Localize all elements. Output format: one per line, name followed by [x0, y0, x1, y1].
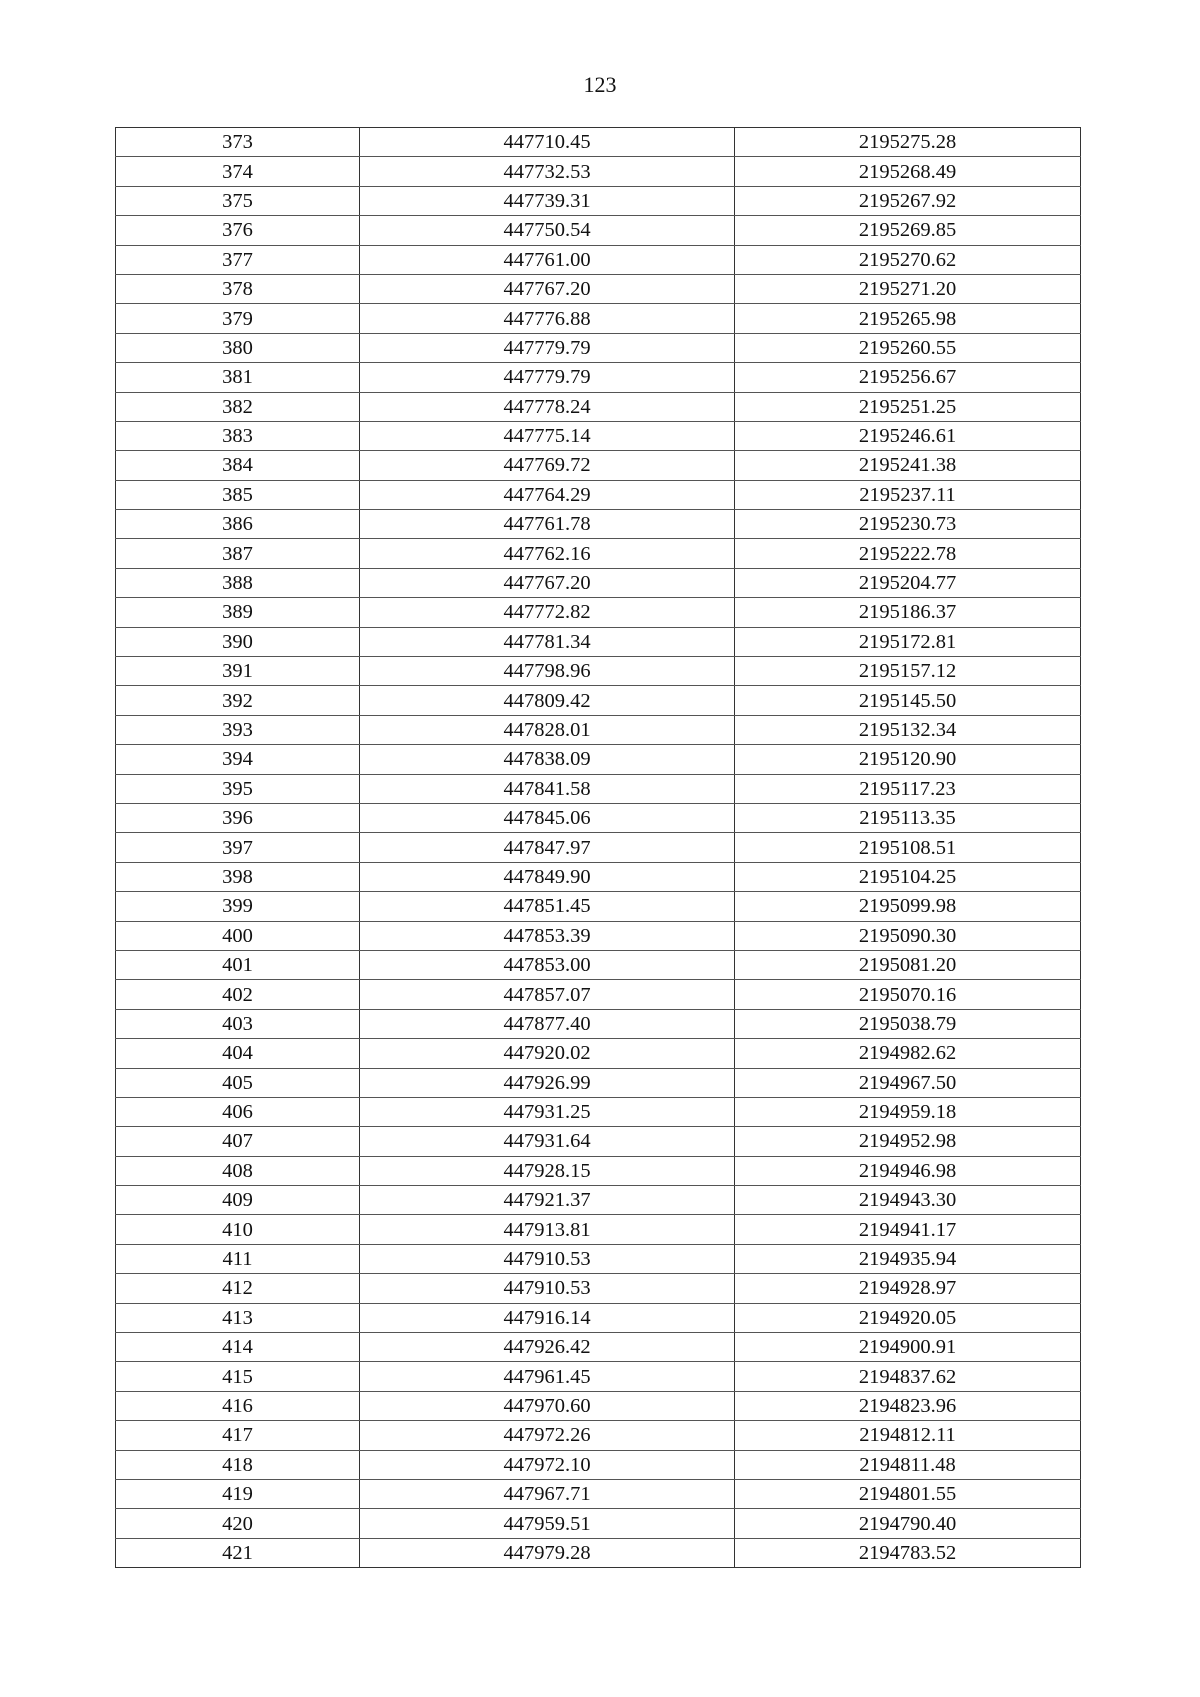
y-coordinate-cell: 2195113.35 — [735, 803, 1081, 832]
table-row — [116, 1509, 1081, 1538]
point-number-cell: 413 — [116, 1303, 360, 1332]
y-coordinate-cell: 2195241.38 — [735, 451, 1081, 480]
table-row — [116, 1421, 1081, 1450]
x-coordinate-cell: 447767.20 — [360, 274, 735, 303]
x-coordinate-cell: 447779.79 — [360, 363, 735, 392]
x-coordinate-cell: 447845.06 — [360, 803, 735, 832]
point-number-cell: 399 — [116, 892, 360, 921]
y-coordinate-cell: 2194941.17 — [735, 1215, 1081, 1244]
point-number-cell: 389 — [116, 598, 360, 627]
point-number-cell: 381 — [116, 363, 360, 392]
x-coordinate-cell: 447916.14 — [360, 1303, 735, 1332]
x-coordinate-cell: 447921.37 — [360, 1186, 735, 1215]
point-number-cell: 405 — [116, 1068, 360, 1097]
y-coordinate-cell: 2195230.73 — [735, 510, 1081, 539]
x-coordinate-cell: 447928.15 — [360, 1156, 735, 1185]
y-coordinate-cell: 2195157.12 — [735, 657, 1081, 686]
y-coordinate-cell: 2194801.55 — [735, 1479, 1081, 1508]
table-row — [116, 627, 1081, 656]
coordinates-table — [115, 127, 1081, 1568]
y-coordinate-cell: 2194946.98 — [735, 1156, 1081, 1185]
coordinates-table-body — [116, 128, 1081, 1568]
table-row — [116, 1009, 1081, 1038]
point-number-cell: 396 — [116, 803, 360, 832]
point-number-cell: 412 — [116, 1274, 360, 1303]
y-coordinate-cell: 2194790.40 — [735, 1509, 1081, 1538]
point-number-cell: 378 — [116, 274, 360, 303]
y-coordinate-cell: 2195260.55 — [735, 333, 1081, 362]
table-row — [116, 186, 1081, 215]
table-row — [116, 1450, 1081, 1479]
y-coordinate-cell: 2195145.50 — [735, 686, 1081, 715]
table-row — [116, 568, 1081, 597]
table-row — [116, 1538, 1081, 1567]
table-row — [116, 657, 1081, 686]
table-row — [116, 774, 1081, 803]
y-coordinate-cell: 2195267.92 — [735, 186, 1081, 215]
table-row — [116, 1362, 1081, 1391]
point-number-cell: 383 — [116, 421, 360, 450]
point-number-cell: 398 — [116, 862, 360, 891]
point-number-cell: 394 — [116, 745, 360, 774]
table-row — [116, 921, 1081, 950]
table-row — [116, 333, 1081, 362]
table-row — [116, 304, 1081, 333]
table-row — [116, 1479, 1081, 1508]
y-coordinate-cell: 2195081.20 — [735, 950, 1081, 979]
table-row — [116, 1127, 1081, 1156]
x-coordinate-cell: 447732.53 — [360, 157, 735, 186]
table-row — [116, 598, 1081, 627]
x-coordinate-cell: 447761.00 — [360, 245, 735, 274]
point-number-cell: 417 — [116, 1421, 360, 1450]
x-coordinate-cell: 447828.01 — [360, 715, 735, 744]
point-number-cell: 408 — [116, 1156, 360, 1185]
table-row — [116, 892, 1081, 921]
point-number-cell: 390 — [116, 627, 360, 656]
y-coordinate-cell: 2195038.79 — [735, 1009, 1081, 1038]
point-number-cell: 386 — [116, 510, 360, 539]
x-coordinate-cell: 447979.28 — [360, 1538, 735, 1567]
y-coordinate-cell: 2195090.30 — [735, 921, 1081, 950]
point-number-cell: 410 — [116, 1215, 360, 1244]
x-coordinate-cell: 447853.39 — [360, 921, 735, 950]
x-coordinate-cell: 447970.60 — [360, 1391, 735, 1420]
y-coordinate-cell: 2195265.98 — [735, 304, 1081, 333]
y-coordinate-cell: 2195099.98 — [735, 892, 1081, 921]
y-coordinate-cell: 2195172.81 — [735, 627, 1081, 656]
y-coordinate-cell: 2194823.96 — [735, 1391, 1081, 1420]
point-number-cell: 380 — [116, 333, 360, 362]
point-number-cell: 404 — [116, 1039, 360, 1068]
table-row — [116, 833, 1081, 862]
y-coordinate-cell: 2194982.62 — [735, 1039, 1081, 1068]
y-coordinate-cell: 2195246.61 — [735, 421, 1081, 450]
x-coordinate-cell: 447809.42 — [360, 686, 735, 715]
y-coordinate-cell: 2195186.37 — [735, 598, 1081, 627]
x-coordinate-cell: 447779.79 — [360, 333, 735, 362]
x-coordinate-cell: 447913.81 — [360, 1215, 735, 1244]
point-number-cell: 421 — [116, 1538, 360, 1567]
table-row — [116, 274, 1081, 303]
x-coordinate-cell: 447853.00 — [360, 950, 735, 979]
table-row — [116, 950, 1081, 979]
point-number-cell: 407 — [116, 1127, 360, 1156]
x-coordinate-cell: 447926.42 — [360, 1333, 735, 1362]
x-coordinate-cell: 447931.25 — [360, 1097, 735, 1126]
table-row — [116, 1039, 1081, 1068]
y-coordinate-cell: 2195120.90 — [735, 745, 1081, 774]
y-coordinate-cell: 2194783.52 — [735, 1538, 1081, 1567]
y-coordinate-cell: 2195256.67 — [735, 363, 1081, 392]
table-row — [116, 1303, 1081, 1332]
table-row — [116, 245, 1081, 274]
x-coordinate-cell: 447849.90 — [360, 862, 735, 891]
table-row — [116, 745, 1081, 774]
table-row — [116, 803, 1081, 832]
x-coordinate-cell: 447710.45 — [360, 128, 735, 157]
x-coordinate-cell: 447772.82 — [360, 598, 735, 627]
y-coordinate-cell: 2194811.48 — [735, 1450, 1081, 1479]
table-row — [116, 1274, 1081, 1303]
x-coordinate-cell: 447769.72 — [360, 451, 735, 480]
point-number-cell: 379 — [116, 304, 360, 333]
y-coordinate-cell: 2194837.62 — [735, 1362, 1081, 1391]
x-coordinate-cell: 447767.20 — [360, 568, 735, 597]
point-number-cell: 391 — [116, 657, 360, 686]
table-row — [116, 715, 1081, 744]
point-number-cell: 418 — [116, 1450, 360, 1479]
y-coordinate-cell: 2195237.11 — [735, 480, 1081, 509]
point-number-cell: 373 — [116, 128, 360, 157]
x-coordinate-cell: 447961.45 — [360, 1362, 735, 1391]
point-number-cell: 377 — [116, 245, 360, 274]
point-number-cell: 402 — [116, 980, 360, 1009]
table-row — [116, 157, 1081, 186]
x-coordinate-cell: 447776.88 — [360, 304, 735, 333]
x-coordinate-cell: 447857.07 — [360, 980, 735, 1009]
x-coordinate-cell: 447972.26 — [360, 1421, 735, 1450]
page-number: 123 — [583, 72, 617, 97]
x-coordinate-cell: 447920.02 — [360, 1039, 735, 1068]
x-coordinate-cell: 447762.16 — [360, 539, 735, 568]
x-coordinate-cell: 447931.64 — [360, 1127, 735, 1156]
y-coordinate-cell: 2195204.77 — [735, 568, 1081, 597]
point-number-cell: 395 — [116, 774, 360, 803]
table-row — [116, 392, 1081, 421]
x-coordinate-cell: 447841.58 — [360, 774, 735, 803]
y-coordinate-cell: 2194935.94 — [735, 1244, 1081, 1273]
y-coordinate-cell: 2194952.98 — [735, 1127, 1081, 1156]
point-number-cell: 387 — [116, 539, 360, 568]
x-coordinate-cell: 447798.96 — [360, 657, 735, 686]
table-row — [116, 128, 1081, 157]
point-number-cell: 375 — [116, 186, 360, 215]
point-number-cell: 393 — [116, 715, 360, 744]
y-coordinate-cell: 2194967.50 — [735, 1068, 1081, 1097]
point-number-cell: 411 — [116, 1244, 360, 1273]
x-coordinate-cell: 447972.10 — [360, 1450, 735, 1479]
table-row — [116, 421, 1081, 450]
y-coordinate-cell: 2194812.11 — [735, 1421, 1081, 1450]
point-number-cell: 400 — [116, 921, 360, 950]
point-number-cell: 384 — [116, 451, 360, 480]
x-coordinate-cell: 447750.54 — [360, 216, 735, 245]
x-coordinate-cell: 447847.97 — [360, 833, 735, 862]
point-number-cell: 397 — [116, 833, 360, 862]
point-number-cell: 409 — [116, 1186, 360, 1215]
y-coordinate-cell: 2195271.20 — [735, 274, 1081, 303]
point-number-cell: 416 — [116, 1391, 360, 1420]
y-coordinate-cell: 2195108.51 — [735, 833, 1081, 862]
y-coordinate-cell: 2195268.49 — [735, 157, 1081, 186]
table-row — [116, 862, 1081, 891]
y-coordinate-cell: 2194943.30 — [735, 1186, 1081, 1215]
x-coordinate-cell: 447739.31 — [360, 186, 735, 215]
y-coordinate-cell: 2194959.18 — [735, 1097, 1081, 1126]
table-row — [116, 480, 1081, 509]
point-number-cell: 382 — [116, 392, 360, 421]
point-number-cell: 392 — [116, 686, 360, 715]
table-row — [116, 1156, 1081, 1185]
point-number-cell: 403 — [116, 1009, 360, 1038]
point-number-cell: 414 — [116, 1333, 360, 1362]
table-row — [116, 1333, 1081, 1362]
y-coordinate-cell: 2194900.91 — [735, 1333, 1081, 1362]
table-row — [116, 980, 1081, 1009]
point-number-cell: 374 — [116, 157, 360, 186]
x-coordinate-cell: 447959.51 — [360, 1509, 735, 1538]
table-row — [116, 510, 1081, 539]
y-coordinate-cell: 2195269.85 — [735, 216, 1081, 245]
point-number-cell: 401 — [116, 950, 360, 979]
table-row — [116, 1068, 1081, 1097]
y-coordinate-cell: 2195275.28 — [735, 128, 1081, 157]
x-coordinate-cell: 447910.53 — [360, 1244, 735, 1273]
table-row — [116, 451, 1081, 480]
y-coordinate-cell: 2194928.97 — [735, 1274, 1081, 1303]
x-coordinate-cell: 447761.78 — [360, 510, 735, 539]
y-coordinate-cell: 2195270.62 — [735, 245, 1081, 274]
x-coordinate-cell: 447926.99 — [360, 1068, 735, 1097]
y-coordinate-cell: 2195070.16 — [735, 980, 1081, 1009]
y-coordinate-cell: 2195251.25 — [735, 392, 1081, 421]
x-coordinate-cell: 447851.45 — [360, 892, 735, 921]
point-number-cell: 406 — [116, 1097, 360, 1126]
point-number-cell: 415 — [116, 1362, 360, 1391]
table-row — [116, 539, 1081, 568]
x-coordinate-cell: 447775.14 — [360, 421, 735, 450]
table-row — [116, 1244, 1081, 1273]
x-coordinate-cell: 447838.09 — [360, 745, 735, 774]
x-coordinate-cell: 447764.29 — [360, 480, 735, 509]
x-coordinate-cell: 447778.24 — [360, 392, 735, 421]
table-row — [116, 1097, 1081, 1126]
table-row — [116, 1186, 1081, 1215]
y-coordinate-cell: 2194920.05 — [735, 1303, 1081, 1332]
y-coordinate-cell: 2195117.23 — [735, 774, 1081, 803]
point-number-cell: 419 — [116, 1479, 360, 1508]
table-row — [116, 1391, 1081, 1420]
x-coordinate-cell: 447877.40 — [360, 1009, 735, 1038]
point-number-cell: 376 — [116, 216, 360, 245]
x-coordinate-cell: 447967.71 — [360, 1479, 735, 1508]
y-coordinate-cell: 2195132.34 — [735, 715, 1081, 744]
table-row — [116, 1215, 1081, 1244]
point-number-cell: 385 — [116, 480, 360, 509]
x-coordinate-cell: 447781.34 — [360, 627, 735, 656]
point-number-cell: 420 — [116, 1509, 360, 1538]
y-coordinate-cell: 2195222.78 — [735, 539, 1081, 568]
point-number-cell: 388 — [116, 568, 360, 597]
x-coordinate-cell: 447910.53 — [360, 1274, 735, 1303]
table-row — [116, 216, 1081, 245]
y-coordinate-cell: 2195104.25 — [735, 862, 1081, 891]
table-row — [116, 363, 1081, 392]
table-row — [116, 686, 1081, 715]
